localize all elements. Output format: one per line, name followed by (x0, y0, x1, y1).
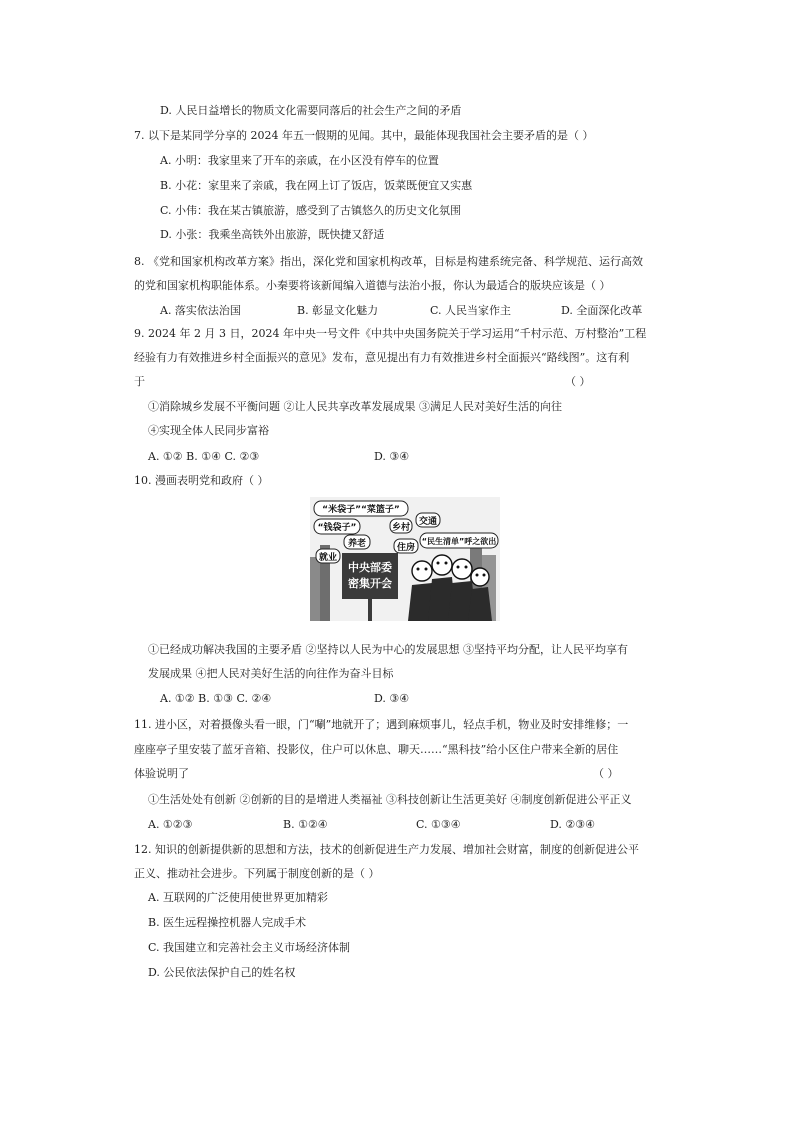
q11-stem-line1: 11. 进小区，对着摄像头看一眼，门“唰”地就开了；遇到麻烦事儿，轻点手机，物业及时安排维修；一 (134, 718, 629, 731)
q11-stem-line2: 座座亭子里安装了蓝牙音箱、投影仪，住户可以休息、聊天……“黑科技”给小区住户带来全新的居住 (134, 743, 619, 756)
q10-option-d: D. ③④ (374, 692, 410, 705)
cartoon-bubble-village: 乡村 (391, 523, 411, 533)
q12-option-b: B. 医生远程操控机器人完成手术 (148, 916, 307, 929)
q12-stem-line1: 12. 知识的创新提供新的思想和方法，技术的创新促进生产力发展、增加社会财富，制度的创新促进公平 (134, 843, 639, 856)
q10-statements-line1: ①已经成功解决我国的主要矛盾 ②坚持以人民为中心的发展思想 ③坚持平均分配，让人民平均享有 (148, 643, 628, 656)
q8-option-c: C. 人民当家作主 (430, 304, 512, 317)
q7-option-b: B. 小花：家里来了亲戚，我在网上订了饭店，饭菜既便宜又实惠 (160, 179, 473, 192)
q11-answer-blank: （ ） (593, 767, 619, 780)
q9-options-abc: A. ①② B. ①④ C. ②③ (148, 450, 260, 463)
cartoon-bubble-elderly-care: 养老 (347, 539, 367, 549)
q12-stem-line2: 正义、推动社会进步。下列属于制度创新的是（ ） (134, 867, 380, 880)
q11-option-d: D. ②③④ (550, 818, 596, 831)
q7-stem: 7. 以下是某同学分享的 2024 年五一假期的见闻。其中，最能体现我国社会主要矛盾的是（ ） (134, 129, 594, 142)
cartoon-bubble-livelihood-list: “民生清单”呼之欲出 (421, 537, 497, 546)
q11-stem-line3: 体验说明了 (134, 767, 189, 780)
q9-statements-line2: ④实现全体人民同步富裕 (148, 424, 269, 437)
cartoon-bubble-housing: 住房 (396, 543, 416, 553)
q10-options-abc: A. ①② B. ①③ C. ②④ (160, 692, 272, 705)
q8-option-d: D. 全面深化改革 (561, 304, 643, 317)
q11-option-b: B. ①②④ (283, 818, 328, 831)
q12-option-d: D. 公民依法保护自己的姓名权 (148, 966, 296, 979)
q9-statements-line1: ①消除城乡发展不平衡问题 ②让人民共享改革发展成果 ③满足人民对美好生活的向往 (148, 400, 562, 413)
q7-option-d: D. 小张：我乘坐高铁外出旅游，既快捷又舒适 (160, 228, 385, 241)
cartoon-bubble-wallet: “钱袋子” (317, 523, 357, 533)
q9-answer-blank: （ ） (565, 375, 591, 388)
q10-statements-line2: 发展成果 ④把人民对美好生活的向往作为奋斗目标 (148, 667, 394, 680)
q8-option-a: A. 落实依法治国 (160, 304, 241, 317)
q11-option-c: C. ①③④ (416, 818, 461, 831)
q11-statements: ①生活处处有创新 ②创新的目的是增进人类福祉 ③科技创新让生活更美好 ④制度创新促进公平正义 (148, 793, 632, 806)
q12-option-c: C. 我国建立和完善社会主义市场经济体制 (148, 941, 351, 954)
q9-option-d: D. ③④ (374, 450, 410, 463)
q7-option-a: A. 小明：我家里来了开车的亲戚，在小区没有停车的位置 (160, 154, 439, 167)
q8-stem-line1: 8. 《党和国家机构改革方案》指出，深化党和国家机构改革，目标是构建系统完备、科学规范、运行高效 (134, 255, 643, 268)
cartoon-sign-line1: 中央部委 (348, 561, 392, 574)
cartoon-bubble-traffic: 交通 (418, 517, 438, 527)
policy-cartoon-image (310, 497, 500, 621)
q8-option-b: B. 彰显文化魅力 (297, 304, 379, 317)
q6-option-d: D. 人民日益增长的物质文化需要同落后的社会生产之间的矛盾 (160, 104, 462, 117)
q10-stem: 10. 漫画表明党和政府（ ） (134, 474, 269, 487)
q7-option-c: C. 小伟：我在某古镇旅游，感受到了古镇悠久的历史文化氛围 (160, 204, 462, 217)
q12-option-a: A. 互联网的广泛使用使世界更加精彩 (148, 891, 328, 904)
q8-stem-line2: 的党和国家机构职能体系。小秦要将该新闻编入道德与法治小报，你认为最适合的版块应该是（ ） (134, 279, 611, 292)
cartoon-bubble-employment: 就业 (318, 553, 338, 563)
q9-stem-line2: 经验有力有效推进乡村全面振兴的意见》发布，意见提出有力有效推进乡村全面振兴“路线图”。这有利 (134, 351, 630, 364)
q9-stem-line1: 9. 2024 年 2 月 3 日，2024 年中央一号文件《中共中央国务院关于学习运用“千村示范、万村整治”工程 (134, 327, 647, 340)
cartoon-bubble-rice-vegetable: “米袋子”“菜篮子” (322, 505, 400, 515)
cartoon-sign-line2: 密集开会 (348, 577, 392, 590)
q11-option-a: A. ①②③ (148, 818, 193, 831)
q9-stem-line3: 于 (134, 375, 145, 388)
